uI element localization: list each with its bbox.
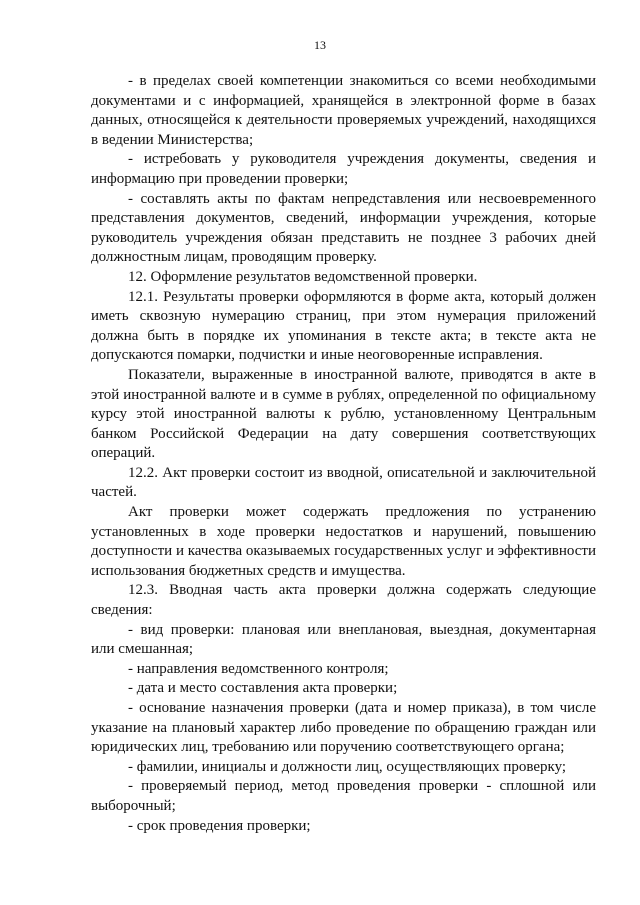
document-body: [91, 72, 596, 836]
section-heading: 12. Оформление результатов ведомственной проверки.: [128, 268, 478, 285]
paragraph: Акт проверки может содержать предложения по устранению установленных в ходе проверки недостатков и нарушений, повышению доступности и качества оказываемых государственных услуг и эффективности использования бюджетных средств и имущества.: [91, 504, 596, 579]
page-number: 13: [314, 38, 326, 52]
paragraph: - в пределах своей компетенции знакомиться со всеми необходимыми документами и с информацией, хранящейся в электронной форме в базах данных, относящейся к деятельности проверяемых учреждений, находящихся в ведении Министерства;: [91, 73, 596, 148]
list-item: - направления ведомственного контроля;: [128, 660, 389, 677]
list-item: - фамилии, инициалы и должности лиц, осуществляющих проверку;: [128, 758, 567, 775]
paragraph: 12.2. Акт проверки состоит из вводной, описательной и заключительной частей.: [91, 464, 596, 501]
list-item: - проверяемый период, метод проведения проверки - сплошной или выборочный;: [91, 778, 596, 814]
list-item: - основание назначения проверки (дата и номер приказа), в том числе указание на плановый характер либо проведение по обращению граждан или юридических лиц, требованию или поручению соответствующего органа;: [91, 700, 596, 756]
list-item: - дата и место составления акта проверки;: [128, 680, 398, 697]
paragraph: - истребовать у руководителя учреждения документы, сведения и информацию при проведении проверки;: [91, 151, 596, 187]
list-item: - срок проведения проверки;: [128, 817, 311, 834]
paragraph: Показатели, выраженные в иностранной валюте, приводятся в акте в этой иностранной валюте и в сумме в рублях, определенной по официальному курсу этой иностранной валюты к рублю, установленному Центральным банком Российской Федерации на дату совершения соответствующих операций.: [91, 366, 596, 462]
list-item: - вид проверки: плановая или внеплановая, выездная, документарная или смешанная;: [91, 621, 596, 658]
paragraph: - составлять акты по фактам непредставления или несвоевременного представления документов, сведений, информации учреждения, которые руководитель учреждения обязан представить не позднее 3 рабочих дней должностным лицам, проводящим проверку.: [91, 190, 596, 266]
paragraph: 12.3. Вводная часть акта проверки должна содержать следующие сведения:: [91, 582, 596, 619]
paragraph: 12.1. Результаты проверки оформляются в форме акта, который должен иметь сквозную нумерацию страниц, при этом нумерация приложений должна быть в порядке их упоминания в тексте акта; в тексте акта не допускаются помарки, подчистки и иные неоговоренные исправления.: [91, 288, 596, 364]
